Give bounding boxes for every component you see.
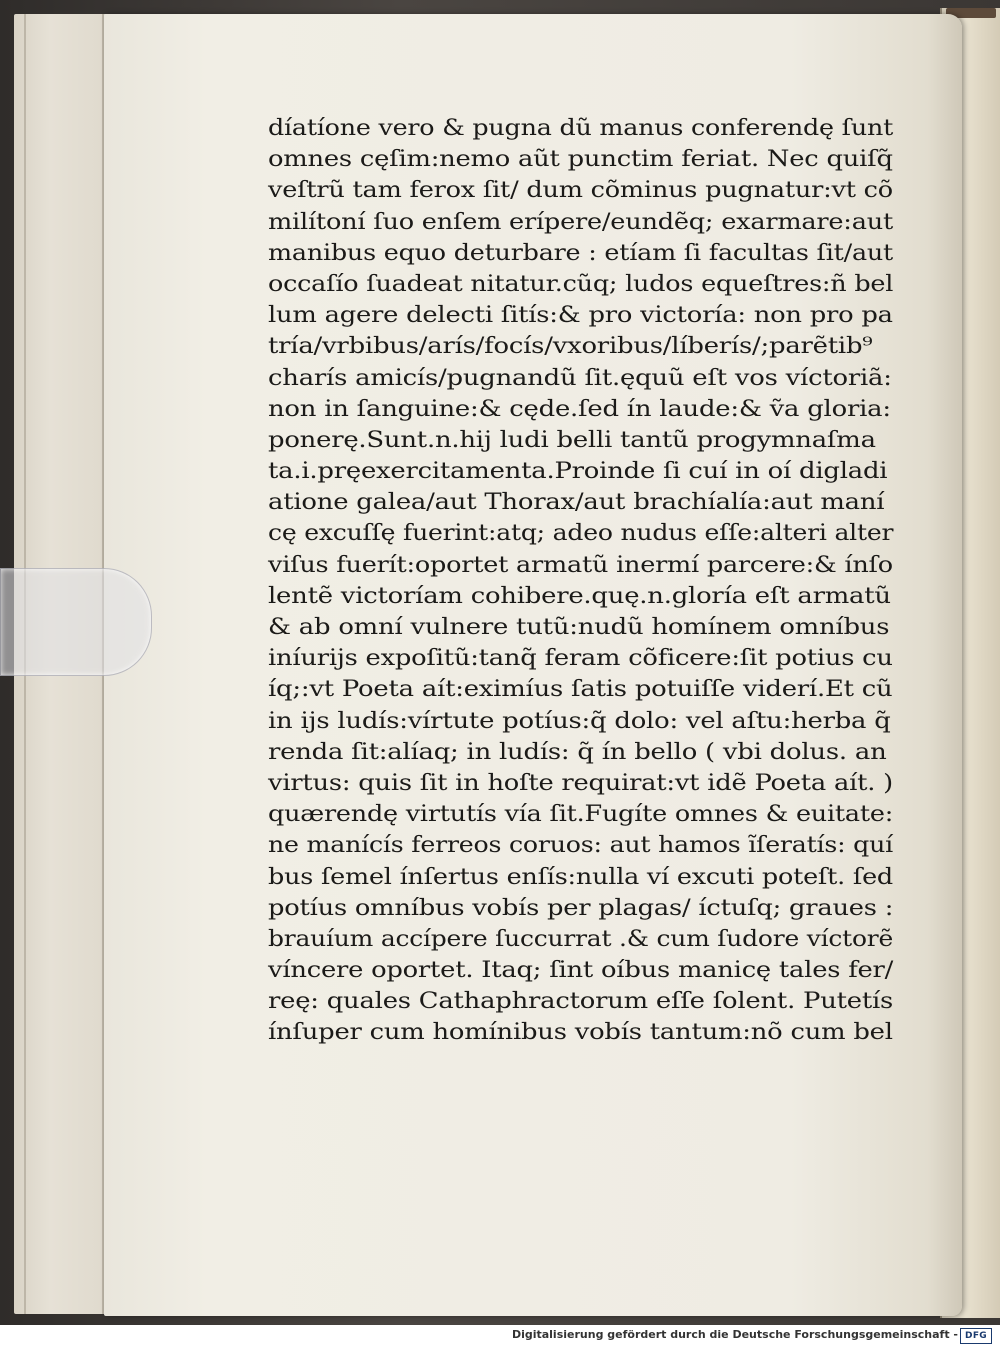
text-line: atione galea/aut Thorax/aut brachíalía:aut maní: [268, 489, 885, 516]
text-line: lum agere delecti ſitís:& pro victoría: non pro pa: [268, 302, 893, 329]
text-line: in ijs ludís:vírtute potíus:q̃ dolo: vel aſtu:herba q̃: [268, 707, 891, 734]
dfg-logo[interactable]: DFG: [960, 1328, 992, 1344]
text-line: & ab omní vulnere tutũ:nudũ homínem omníbus: [268, 614, 890, 640]
text-line: renda ſit:alíaq; in ludís: q̃ ín bello ( vbi dolus. an: [268, 738, 887, 765]
text-line: potíus omníbus vobís per plagas/ íctuſq; graues :: [268, 894, 894, 921]
text-line: íq;:vt Poeta aít:eximíus ſatis potuiſſe viderí.Et cũ: [268, 676, 893, 703]
text-line: milítoní ſuo enſem erípere/eundẽq; exarmare:aut: [268, 208, 894, 235]
text-line: charís amicís/pugnandũ ſit.ęquũ eſt vos víctoriã:: [268, 364, 892, 391]
text-line: non in ſanguine:& cęde.ſed ín laude:& ṽa gloria:: [268, 395, 891, 422]
text-line: cę excuſſę fuerint:atq; adeo nudus eſſe:alteri alter: [268, 520, 894, 547]
text-line: occaſío ſuadeat nitatur.cũq; ludos equeſtres:ñ bel: [268, 270, 894, 297]
text-line: ne manícís ferreos coruos: aut hamos ĩſeratís: quí: [268, 832, 893, 859]
text-line: tría/vrbibus/arís/focís/vxoribus/líberís/;parẽtib⁹: [268, 333, 873, 360]
footer-credit: Digitalisierung gefördert durch die Deutsche Forschungsgemeinschaft -: [511, 1328, 958, 1341]
footer-bar: [0, 1325, 1000, 1346]
text-line: quærendę virtutís vía ſit.Fugíte omnes & euitate:: [268, 801, 894, 828]
text-line: ta.i.pręexercitamenta.Proinde ſi cuí in oí digladi: [268, 458, 888, 485]
text-line: víncere oportet. Itaq; ſint oíbus manicę tales fer/: [268, 957, 894, 984]
text-line: manibus equo deturbare : etíam ſi facultas ſit/aut: [268, 239, 894, 266]
text-line: díatíone vero & pugna dũ manus conferendę ſunt: [268, 115, 894, 141]
text-line: ponerę.Sunt.n.hij ludi belli tantũ progymnaſma: [268, 426, 876, 453]
page-text: [268, 113, 908, 1049]
text-line: reę: quales Cathaphractorum eſſe ſolent. Putetís: [268, 988, 894, 1015]
text-line: viſus fuerít:oportet armatũ inermí parcere:& ínſo: [268, 551, 893, 578]
text-line: brauíum accípere ſuccurrat .& cum ſudore víctorẽ: [268, 925, 894, 952]
text-line: virtus: quis ſit in hoſte requirat:vt idẽ Poeta aít. ): [268, 769, 893, 796]
text-line: iníurijs expoſitũ:tanq̃ feram cõficere:ſit potius cu: [268, 645, 893, 672]
text-line: lentẽ victoríam cohibere.quę.n.gloría eſt armatũ: [268, 582, 891, 609]
text-line: omnes cęſim:nemo aũt punctim feriat. Nec quiſq̃: [268, 146, 893, 173]
plastic-clip: [0, 568, 152, 676]
text-line: bus ſemel ínſertus enſís:nulla ví excuti poteſt. ſed: [268, 863, 894, 890]
text-line: veſtrũ tam ferox ſit/ dum cõminus pugnatur:vt cõ: [268, 177, 893, 204]
text-line: ínſuper cum homínibus vobís tantum:nõ cum bel: [268, 1019, 893, 1046]
